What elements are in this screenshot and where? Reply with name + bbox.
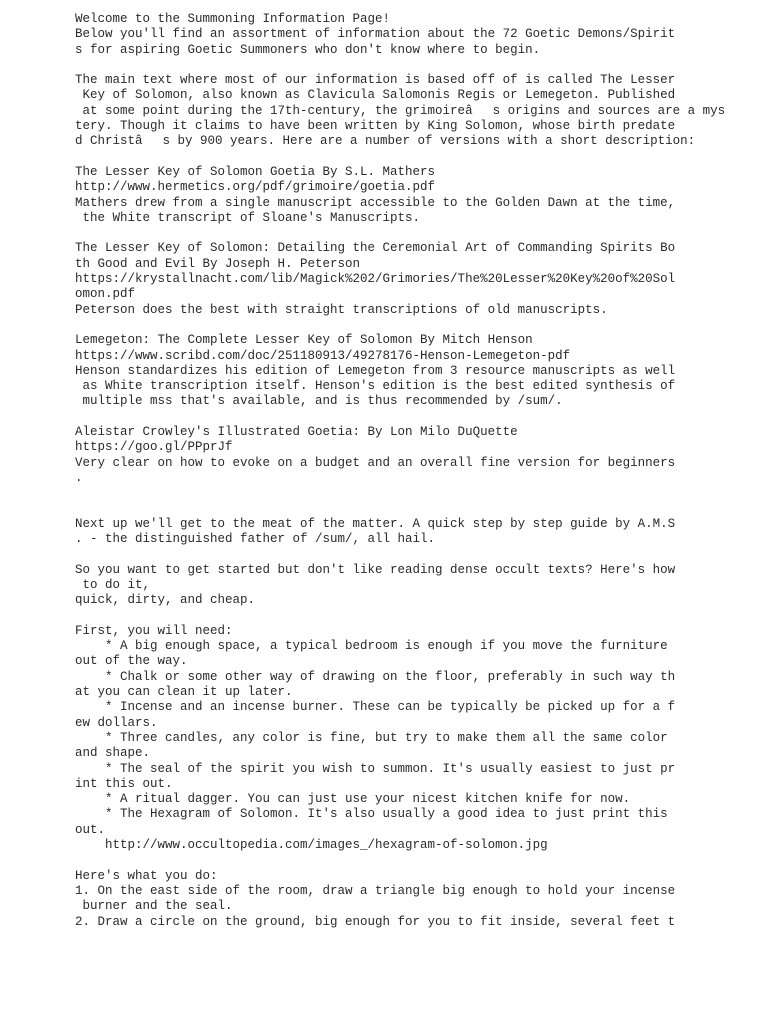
- text-line: Here's what you do:: [75, 868, 218, 883]
- text-line: Peterson does the best with straight transcriptions of old manuscripts.: [75, 302, 608, 317]
- text-line: at you can clean it up later.: [75, 685, 293, 700]
- text-line: [75, 58, 725, 73]
- text-line: Welcome to the Summoning Information Page!: [75, 12, 391, 26]
- text-line: [75, 486, 725, 501]
- text-line: * Three candles, any color is fine, but try to make them all the same color: [75, 730, 668, 745]
- text-line: * Incense and an incense burner. These can be typically be picked up for a f: [75, 700, 676, 715]
- text-line: omon.pdf: [75, 287, 136, 302]
- text-line: .: [75, 470, 83, 485]
- text-line: Lemegeton: The Complete Lesser Key of Solomon By Mitch Henson: [75, 333, 533, 348]
- text-line: 1. On the east side of the room, draw a triangle big enough to hold your incense: [75, 883, 676, 898]
- text-line: [75, 547, 725, 562]
- text-line: burner and the seal.: [75, 899, 233, 914]
- text-line: s for aspiring Goetic Summoners who don't know where to begin.: [75, 42, 541, 57]
- text-line: and shape.: [75, 746, 151, 761]
- text-line: to do it,: [75, 577, 151, 592]
- text-line: Next up we'll get to the meat of the matter. A quick step by step guide by A.M.S: [75, 516, 676, 531]
- text-line: [75, 609, 725, 624]
- text-line: https://goo.gl/PPprJf: [75, 440, 233, 455]
- text-line: out of the way.: [75, 654, 188, 669]
- text-line: * Chalk or some other way of drawing on the floor, preferably in such way th: [75, 669, 676, 684]
- text-line: 2. Draw a circle on the ground, big enough for you to fit inside, several feet t: [75, 914, 676, 929]
- text-line: * The seal of the spirit you wish to summon. It's usually easiest to just pr: [75, 761, 676, 776]
- text-line: Key of Solomon, also known as Clavicula Salomonis Regis or Lemegeton. Published: [75, 88, 676, 103]
- text-line: the White transcript of Sloane's Manuscripts.: [75, 210, 421, 225]
- text-line: The Lesser Key of Solomon: Detailing the Ceremonial Art of Commanding Spirits Bo: [75, 241, 676, 256]
- text-line: [75, 853, 725, 868]
- text-line: Henson standardizes his edition of Lemegeton from 3 resource manuscripts as well: [75, 363, 676, 378]
- text-line: The Lesser Key of Solomon Goetia By S.L. Mathers: [75, 164, 436, 179]
- text-line: int this out.: [75, 776, 173, 791]
- text-line: ew dollars.: [75, 715, 158, 730]
- text-line: multiple mss that's available, and is thus recommended by /sum/.: [75, 394, 563, 409]
- text-line: Aleistar Crowley's Illustrated Goetia: By Lon Milo DuQuette: [75, 425, 518, 440]
- text-line: So you want to get started but don't like reading dense occult texts? Here's how: [75, 562, 676, 577]
- text-line: Mathers drew from a single manuscript accessible to the Golden Dawn at the time,: [75, 195, 676, 210]
- text-line: https://www.scribd.com/doc/251180913/49278176-Henson-Lemegeton-pdf: [75, 348, 571, 363]
- text-line: First, you will need:: [75, 623, 233, 638]
- text-line: The main text where most of our information is based off of is called The Lesser: [75, 73, 676, 88]
- text-line: tery. Though it claims to have been written by King Solomon, whose birth predate: [75, 119, 676, 134]
- text-line: http://www.occultopedia.com/images_/hexagram-of-solomon.jpg: [75, 838, 548, 853]
- text-line: https://krystallnacht.com/lib/Magick%202/Grimories/The%20Lesser%20Key%20of%20Sol: [75, 272, 676, 287]
- text-line: [75, 150, 725, 165]
- text-line: out.: [75, 822, 106, 837]
- text-line: http://www.hermetics.org/pdf/grimoire/goetia.pdf: [75, 180, 436, 195]
- text-line: * The Hexagram of Solomon. It's also usually a good idea to just print this: [75, 807, 668, 822]
- text-line: quick, dirty, and cheap.: [75, 593, 256, 608]
- text-line: [75, 502, 725, 517]
- text-line: as White transcription itself. Henson's edition is the best edited synthesis of: [75, 379, 676, 394]
- text-line: * A ritual dagger. You can just use your nicest kitchen knife for now.: [75, 792, 631, 807]
- text-line: at some point during the 17th-century, the grimoireâs origins and sources are a mys: [75, 103, 726, 118]
- document-body: [75, 12, 725, 930]
- text-line: Very clear on how to evoke on a budget and an overall fine version for beginners: [75, 455, 676, 470]
- text-line: d Christâs by 900 years. Here are a number of versions with a short description:: [75, 134, 696, 149]
- text-line: [75, 410, 725, 425]
- text-line: Below you'll find an assortment of information about the 72 Goetic Demons/Spirit: [75, 27, 676, 42]
- text-line: * A big enough space, a typical bedroom is enough if you move the furniture: [75, 639, 668, 654]
- text-line: . - the distinguished father of /sum/, all hail.: [75, 532, 436, 547]
- text-line: th Good and Evil By Joseph H. Peterson: [75, 256, 361, 271]
- text-line: [75, 318, 725, 333]
- text-line: [75, 226, 725, 241]
